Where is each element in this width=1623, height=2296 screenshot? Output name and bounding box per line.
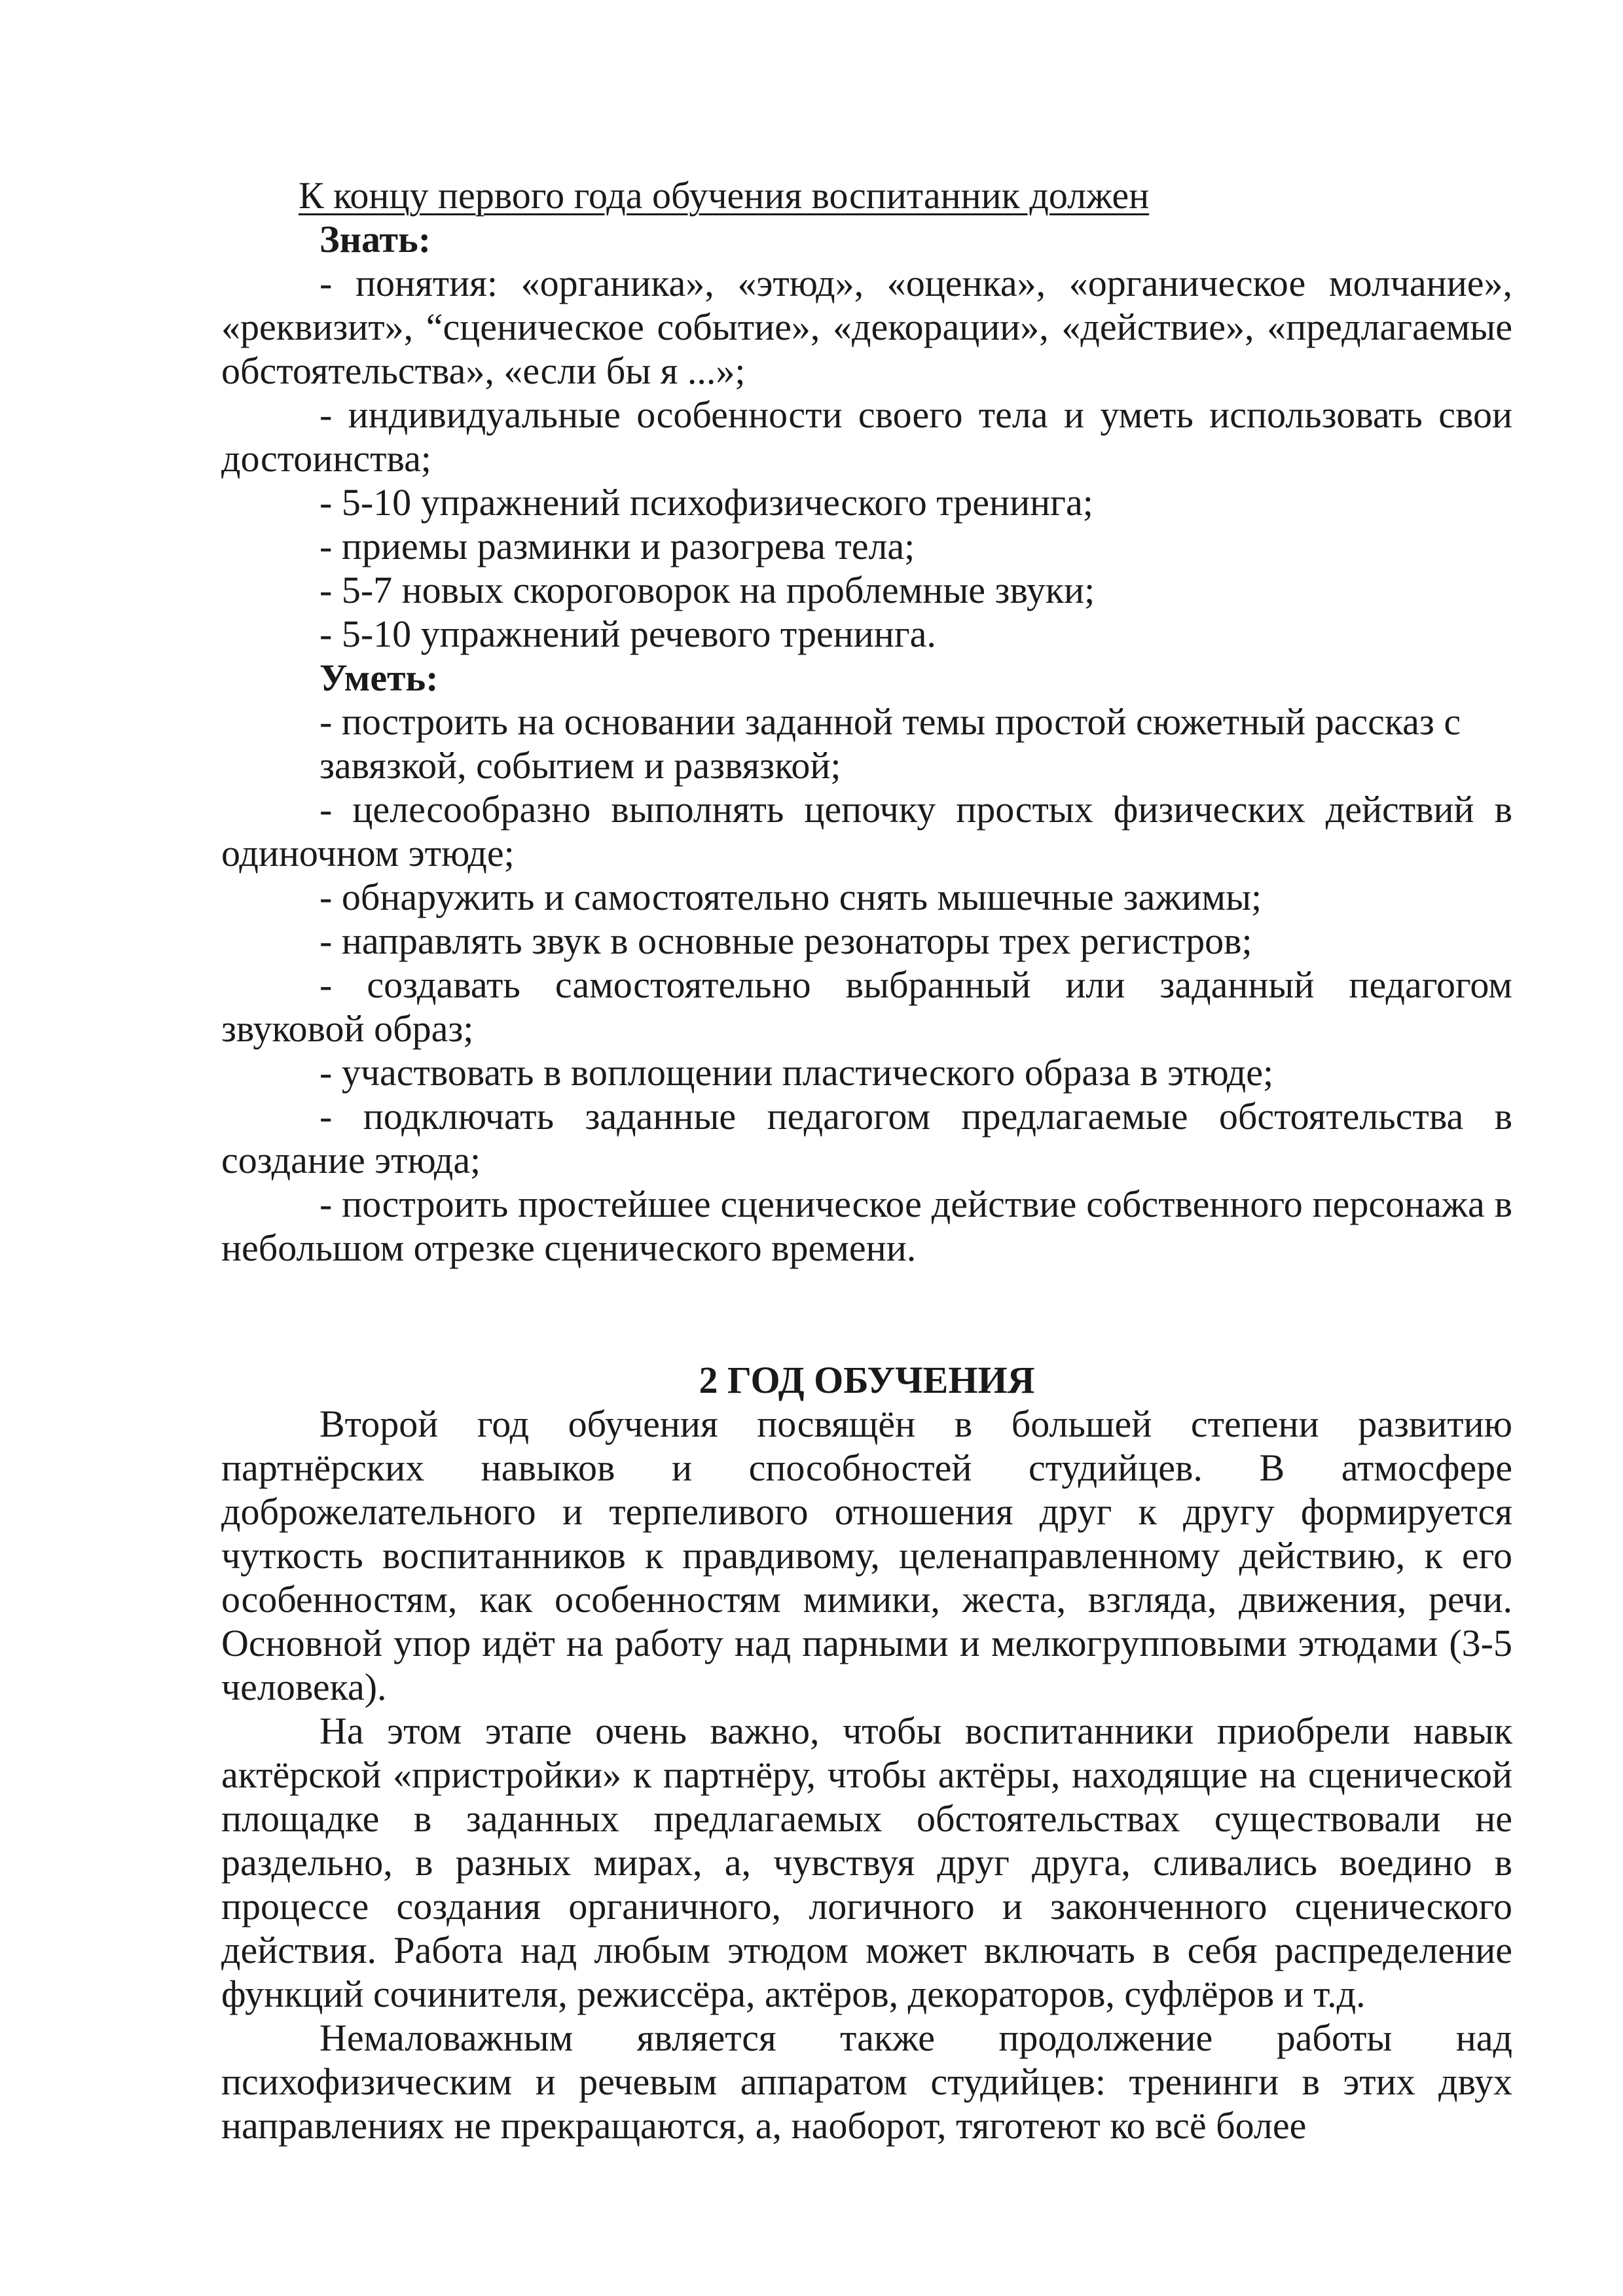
can-item-2-line-2: одиночном этюде; <box>221 832 515 874</box>
can-item-3: - обнаружить и самостоятельно снять мышечные зажимы; <box>319 876 1262 918</box>
can-item-6: - участвовать в воплощении пластического образа в этюде; <box>319 1051 1274 1094</box>
know-item-2-line-2: достоинства; <box>221 437 431 480</box>
section-2-body <box>221 1402 1512 2147</box>
know-item-4: - приемы разминки и разогрева тела; <box>319 525 915 567</box>
paragraph-3: Немаловажным является также продолжение работы над психофизическим и речевым аппаратом студийцев: тренинги в этих двух направлениях не прекращаются, а, наоборот, тяготеют ко всё более <box>221 2017 1512 2147</box>
can-item-4: - направлять звук в основные резонаторы трех регистров; <box>319 920 1252 962</box>
know-item-1-line-3: обстоятельства», «если бы я ...»; <box>221 350 746 392</box>
can-item-8-line-2: небольшом отрезке сценического времени. <box>221 1227 917 1269</box>
know-item-1-line-1: - понятия: «органика», «этюд», «оценка», «органическое молчание», <box>319 262 1512 304</box>
can-heading: Уметь: <box>319 656 439 699</box>
paragraph-2: На этом этапе очень важно, чтобы воспитанники приобрели навык актёрской «пристройки» к партнёру, чтобы актёры, находящие на сценической площадке в заданных предлагаемых обстоятельствах существовали не раздельно, в разных мирах, а, чувствуя друг друга, сливались воедино в процессе создания органичного, логичного и законченного сценического действия. Работа над любым этюдом может включать в себя распределение функций сочинителя, режиссёра, актёров, декораторов, суфлёров и т.д. <box>221 1710 1512 2015</box>
know-heading: Знать: <box>319 218 431 260</box>
know-item-3: - 5-10 упражнений психофизического тренинга; <box>319 481 1093 524</box>
can-item-5-line-1: - создавать самостоятельно выбранный или заданный педагогом <box>319 963 1512 1006</box>
can-item-2-line-1: - целесообразно выполнять цепочку простых физических действий в <box>319 788 1512 831</box>
can-item-5-line-2: звуковой образ; <box>221 1007 474 1050</box>
can-item-8-line-1: - построить простейшее сценическое действие собственного персонажа в <box>319 1183 1512 1225</box>
know-item-5: - 5-7 новых скороговорок на проблемные звуки; <box>319 569 1095 611</box>
section-2-title: 2 ГОД ОБУЧЕНИЯ <box>699 1359 1035 1401</box>
paragraph-1: Второй год обучения посвящён в большей степени развитию партнёрских навыков и способностей студийцев. В атмосфере доброжелательного и терпеливого отношения друг к другу формируется чуткость воспитанников к правдивому, целенаправленному действию, к его особенностям, как особенностям мимики, жеста, взгляда, движения, речи. Основной упор идёт на работу над парными и мелкогрупповыми этюдами (3-5 человека). <box>221 1403 1512 1708</box>
can-item-7-line-1: - подключать заданные педагогом предлагаемые обстоятельства в <box>319 1095 1512 1138</box>
intro-heading: К концу первого года обучения воспитанник должен <box>299 174 1150 217</box>
know-item-1-line-2: «реквизит», “сценическое событие», «декорации», «действие», «предлагаемые <box>221 306 1512 348</box>
know-item-6: - 5-10 упражнений речевого тренинга. <box>319 613 936 655</box>
can-item-7-line-2: создание этюда; <box>221 1139 481 1181</box>
can-item-1-line-1: - построить на основании заданной темы простой сюжетный рассказ с <box>319 700 1461 743</box>
can-item-1-line-2: завязкой, событием и развязкой; <box>319 744 841 787</box>
know-item-2-line-1: - индивидуальные особенности своего тела и уметь использовать свои <box>319 393 1512 436</box>
